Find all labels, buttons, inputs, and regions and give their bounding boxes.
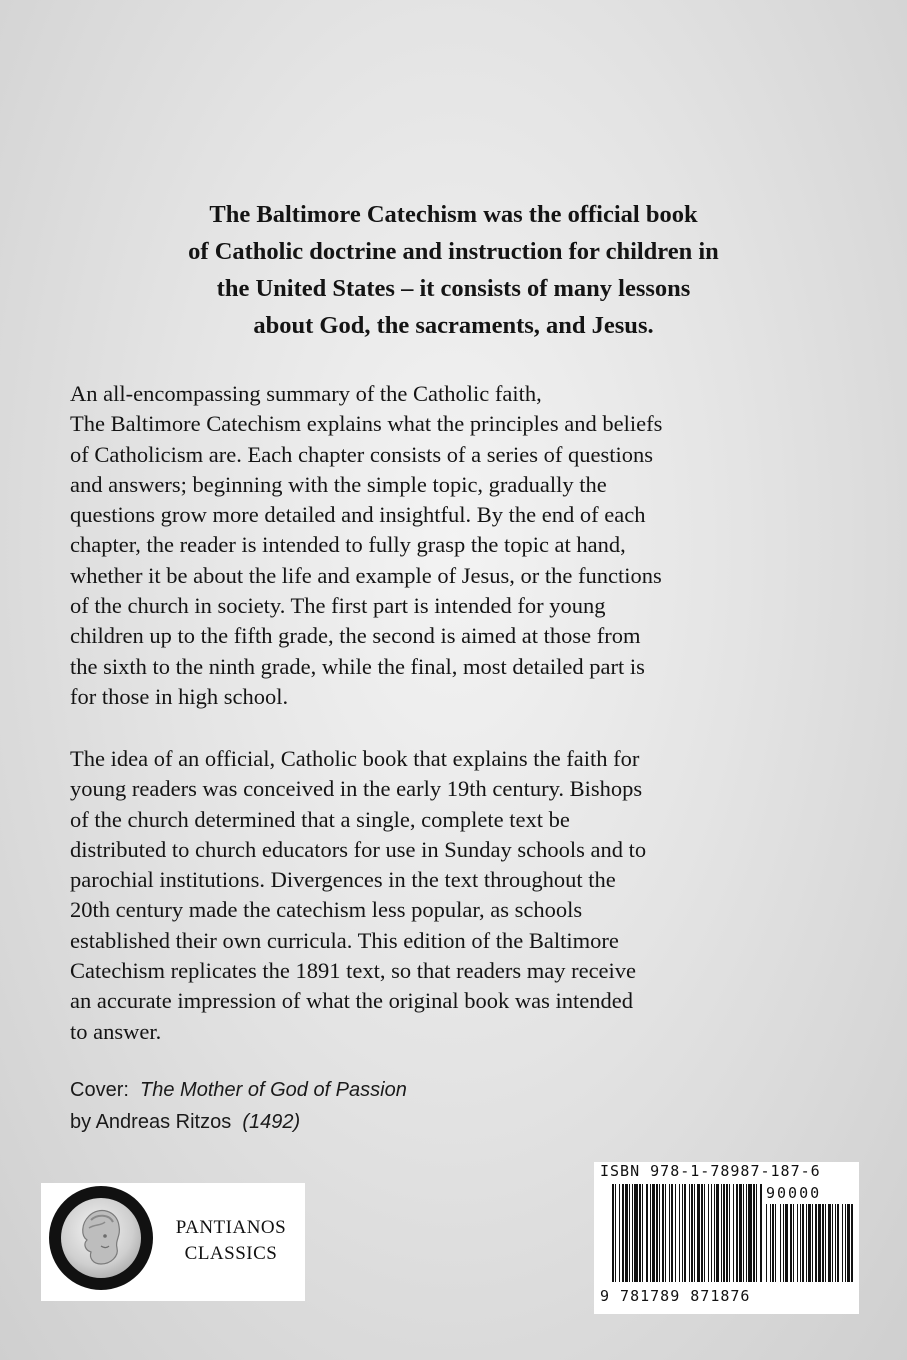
barcode-bar	[800, 1204, 801, 1282]
barcode-bar	[753, 1184, 755, 1282]
paragraph-line: the sixth to the ninth grade, while the final, most detailed part is	[70, 653, 645, 679]
barcode-bar	[790, 1204, 792, 1282]
paragraph-line: to answer.	[70, 1018, 162, 1044]
blurb-line: the United States – it consists of many lessons	[216, 275, 691, 302]
credit-artist: by Andreas Ritzos	[70, 1111, 232, 1133]
barcode-bar	[721, 1184, 722, 1282]
barcode-bar	[845, 1204, 846, 1282]
paragraph-line: of the church determined that a single, complete text be	[70, 806, 570, 832]
barcode-bar	[822, 1204, 824, 1282]
barcode-bar	[669, 1184, 670, 1282]
barcode-bar	[748, 1184, 752, 1282]
barcode-bar	[733, 1184, 734, 1282]
barcode-bar	[697, 1184, 700, 1282]
paragraph-line: parochial institutions. Divergences in the text throughout the	[70, 867, 616, 893]
barcode-bar	[632, 1184, 633, 1282]
paragraph-line: whether it be about the life and example of Jesus, or the functions	[70, 562, 662, 588]
barcode-bar	[642, 1184, 643, 1282]
paragraph-line: for those in high school.	[70, 683, 289, 709]
barcode-bar	[622, 1184, 624, 1282]
medallion-icon	[49, 1186, 153, 1290]
paragraph-line: questions grow more detailed and insightful. By the end of each	[70, 502, 646, 528]
paragraph-line: The idea of an official, Catholic book that explains the faith for	[70, 746, 640, 771]
paragraph-line: of the church in society. The first part is intended for young	[70, 593, 606, 619]
paragraph-line: The Baltimore Catechism explains what the principles and beliefs	[70, 411, 663, 437]
barcode-bar	[639, 1184, 641, 1282]
logo-line: CLASSICS	[184, 1243, 278, 1264]
barcode-bar	[708, 1184, 709, 1282]
barcode-bar	[772, 1204, 774, 1282]
barcode-bar	[806, 1204, 807, 1282]
credit-label: Cover:	[70, 1079, 129, 1101]
paragraph-line: and answers; beginning with the simple topic, gradually the	[70, 471, 607, 497]
barcode-bar	[716, 1184, 719, 1282]
barcode-bar	[701, 1184, 703, 1282]
barcode-bar	[671, 1184, 673, 1282]
barcode-bar	[785, 1204, 788, 1282]
barcode-bar	[760, 1184, 762, 1282]
barcode-bar	[851, 1204, 853, 1282]
barcode-digits: 9 781789 871876	[600, 1287, 751, 1305]
paragraph-line: young readers was conceived in the early 19th century. Bishops	[70, 776, 643, 802]
barcode-bar	[797, 1204, 798, 1282]
description-paragraph-2	[70, 744, 860, 1047]
isbn-text: ISBN 978-1-78987-187-6	[600, 1162, 821, 1180]
barcode-bar	[612, 1184, 614, 1282]
barcode-bar	[818, 1204, 821, 1282]
blurb-line: of Catholic doctrine and instruction for children in	[188, 238, 719, 265]
barcode-bar	[766, 1204, 767, 1282]
barcode-bar	[726, 1184, 728, 1282]
paragraph-line: Catechism replicates the 1891 text, so that readers may receive	[70, 958, 637, 984]
barcode-bar	[723, 1184, 725, 1282]
barcode-bar	[694, 1184, 695, 1282]
barcode-bar	[675, 1184, 676, 1282]
barcode-bar	[746, 1184, 747, 1282]
barcode-bar	[691, 1184, 693, 1282]
barcode-bar	[662, 1184, 664, 1282]
barcode-bar	[842, 1204, 843, 1282]
barcode-bar	[682, 1184, 683, 1282]
barcode-bar	[743, 1184, 744, 1282]
barcode-bar	[808, 1204, 811, 1282]
barcode-bar	[704, 1184, 705, 1282]
barcode-bar	[652, 1184, 655, 1282]
barcode-bar	[770, 1204, 771, 1282]
barcode-bar	[812, 1204, 813, 1282]
barcode-bar	[714, 1184, 715, 1282]
barcode-bar	[775, 1204, 776, 1282]
barcode-bar	[625, 1184, 628, 1282]
barcode-bar	[847, 1204, 850, 1282]
barcode-bar	[650, 1184, 651, 1282]
barcode-bar	[729, 1184, 730, 1282]
credit-year: (1492)	[242, 1111, 301, 1133]
barcode-bar	[646, 1184, 648, 1282]
paragraph-line: chapter, the reader is intended to fully grasp the topic at hand,	[70, 532, 626, 558]
barcode-bar	[828, 1204, 831, 1282]
barcode-bar	[679, 1184, 680, 1282]
barcode-bar	[619, 1184, 620, 1282]
barcode-bar	[739, 1184, 742, 1282]
cover-credit	[70, 1074, 407, 1138]
paragraph-line: established their own curricula. This edition of the Baltimore	[70, 927, 619, 953]
logo-line: PANTIANOS	[175, 1217, 287, 1238]
barcode-bar	[825, 1204, 826, 1282]
paragraph-line: of Catholicism are. Each chapter consists of a series of questions	[70, 441, 653, 467]
description-paragraph-1	[70, 379, 860, 712]
barcode-bar	[837, 1204, 839, 1282]
credit-title: The Mother of God of Passion	[140, 1079, 407, 1101]
paragraph-line: 20th century made the catechism less popular, as schools	[70, 897, 583, 923]
paragraph-line: distributed to church educators for use in Sunday schools and to	[70, 836, 647, 862]
barcode-bar	[793, 1204, 794, 1282]
barcode-bar	[780, 1204, 781, 1282]
barcode-bar	[615, 1184, 616, 1282]
isbn-barcode	[594, 1162, 859, 1314]
barcode-bar	[665, 1184, 666, 1282]
publisher-logo	[41, 1183, 305, 1301]
barcode-bar	[756, 1184, 757, 1282]
paragraph-line: an accurate impression of what the original book was intended	[70, 988, 633, 1014]
price-addon: 90000	[766, 1184, 822, 1202]
barcode-bar	[629, 1184, 630, 1282]
paragraph-line: An all-encompassing summary of the Catholic faith,	[70, 381, 542, 406]
blurb-line: The Baltimore Catechism was the official book	[209, 201, 698, 228]
barcode-bar	[783, 1204, 784, 1282]
barcode-bar	[815, 1204, 817, 1282]
barcode-bar	[835, 1204, 836, 1282]
blurb	[60, 196, 847, 344]
barcode-bar	[802, 1204, 804, 1282]
barcode-bar	[656, 1184, 658, 1282]
barcode-bar	[634, 1184, 638, 1282]
barcode-bar	[689, 1184, 690, 1282]
blurb-line: about God, the sacraments, and Jesus.	[253, 312, 654, 339]
barcode-bar	[832, 1204, 833, 1282]
paragraph-line: children up to the fifth grade, the second is aimed at those from	[70, 623, 641, 649]
barcode-bar	[711, 1184, 712, 1282]
barcode-bar	[684, 1184, 686, 1282]
barcode-bar	[736, 1184, 738, 1282]
barcode-bar	[659, 1184, 660, 1282]
